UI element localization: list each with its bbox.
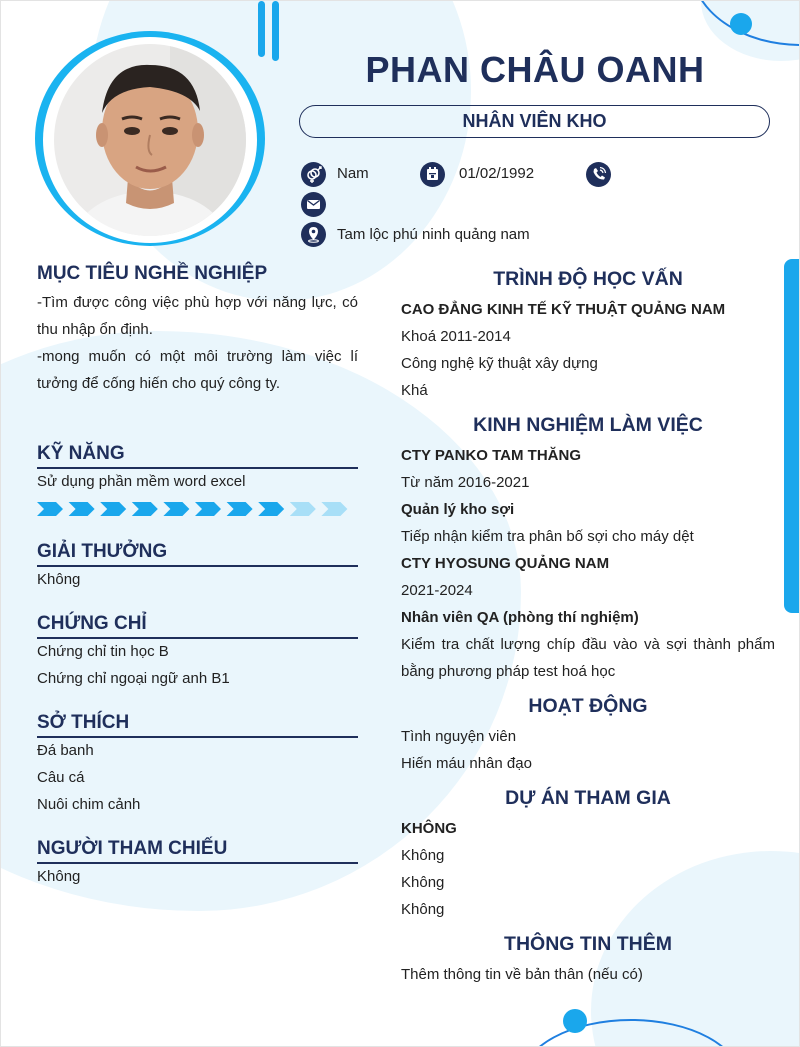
skill-chevron [195,502,221,516]
skill-chevron [290,502,316,516]
education-title: TRÌNH ĐỘ HỌC VẤN [493,268,683,290]
skill-chevron [69,502,95,516]
extra-info-title: THÔNG TIN THÊM [504,933,672,955]
job-description: Kiểm tra chất lượng chíp đầu vào và sợi thành phẩm [401,636,775,653]
skill-chevron [163,502,189,516]
gender-value: Nam [337,165,369,182]
hobby-item: Câu cá [37,769,85,786]
activity-item: Hiến máu nhân đạo [401,755,532,772]
certificate-item: Chứng chỉ tin học B [37,643,169,660]
objective-line: tưởng để cống hiến cho quý công ty. [37,375,281,392]
section-divider [37,862,358,864]
skills-title: KỸ NĂNG [37,443,125,464]
skill-level-bar [37,501,357,519]
hobbies-title: SỞ THÍCH [37,712,130,733]
objective-line: -Tìm được công việc phù hợp với năng lực, có [37,294,358,311]
reference-item: Không [37,868,81,885]
location-icon [301,222,326,247]
phone-icon [586,162,611,187]
education-major: Công nghệ kỹ thuật xây dựng [401,355,598,372]
education-period: Khoá 2011-2014 [401,328,511,345]
job-period: Từ năm 2016-2021 [401,474,530,491]
school-name: CAO ĐẲNG KINH TẾ KỸ THUẬT QUẢNG NAM [401,301,726,318]
skill-chevron [37,502,63,516]
education-grade: Khá [401,382,428,399]
award-item: Không [37,571,81,588]
awards-title: GIẢI THƯỞNG [37,541,168,562]
decor-side-tab [784,259,800,613]
references-title: NGƯỜI THAM CHIẾU [37,838,228,859]
gender-icon [301,162,326,187]
objective-text [37,289,358,397]
hobby-item: Nuôi chim cảnh [37,796,141,813]
hobby-item: Đá banh [37,742,94,759]
project-heading: KHÔNG [401,820,457,837]
skill-chevron [258,502,284,516]
objective-title: MỤC TIÊU NGHỀ NGHIỆP [37,263,268,284]
objective-line: thu nhập ổn định. [37,321,153,338]
candidate-name: PHAN CHÂU OANH [365,49,705,90]
job-period: 2021-2024 [401,582,473,599]
project-item: Không [401,874,445,891]
decor-bar [272,1,279,61]
decor-dot-top [730,13,752,35]
experience-title: KINH NGHIỆM LÀM VIỆC [473,414,703,436]
skill-chevron [227,502,253,516]
job-position: Quản lý kho sợi [401,501,515,518]
extra-info-text: Thêm thông tin về bản thân (nếu có) [401,966,643,983]
activity-item: Tình nguyện viên [401,728,517,745]
skill-chevrons [37,501,357,519]
section-divider [37,565,358,567]
objective-line: -mong muốn có một môi trường làm việc lí [37,348,358,365]
birthday-value: 01/02/1992 [459,165,535,182]
avatar [43,37,257,243]
job-company: CTY PANKO TAM THĂNG [401,447,581,464]
skill-chevron [100,502,126,516]
email-icon [301,192,326,217]
projects-title: DỰ ÁN THAM GIA [505,787,671,809]
profile-photo [50,43,250,237]
decor-dot-bottom [563,1009,587,1033]
job-title: NHÂN VIÊN KHO [299,105,770,138]
job-position: Nhân viên QA (phòng thí nghiệm) [401,609,639,626]
address-value: Tam lộc phú ninh quảng nam [337,226,530,243]
skill-chevron [321,502,347,516]
project-item: Không [401,847,445,864]
skill-name: Sử dụng phần mềm word excel [37,473,246,490]
certificate-item: Chứng chỉ ngoại ngữ anh B1 [37,670,230,687]
job-description: Tiếp nhận kiểm tra phân bố sợi cho máy dệt [401,528,694,545]
skill-chevron [132,502,158,516]
project-item: Không [401,901,445,918]
job-company: CTY HYOSUNG QUẢNG NAM [401,555,610,572]
job-description: bằng phương pháp test hoá học [401,663,616,680]
decor-bar [258,1,265,57]
certificates-title: CHỨNG CHỈ [37,613,147,634]
activities-title: HOẠT ĐỘNG [528,695,648,717]
calendar-icon [420,162,445,187]
